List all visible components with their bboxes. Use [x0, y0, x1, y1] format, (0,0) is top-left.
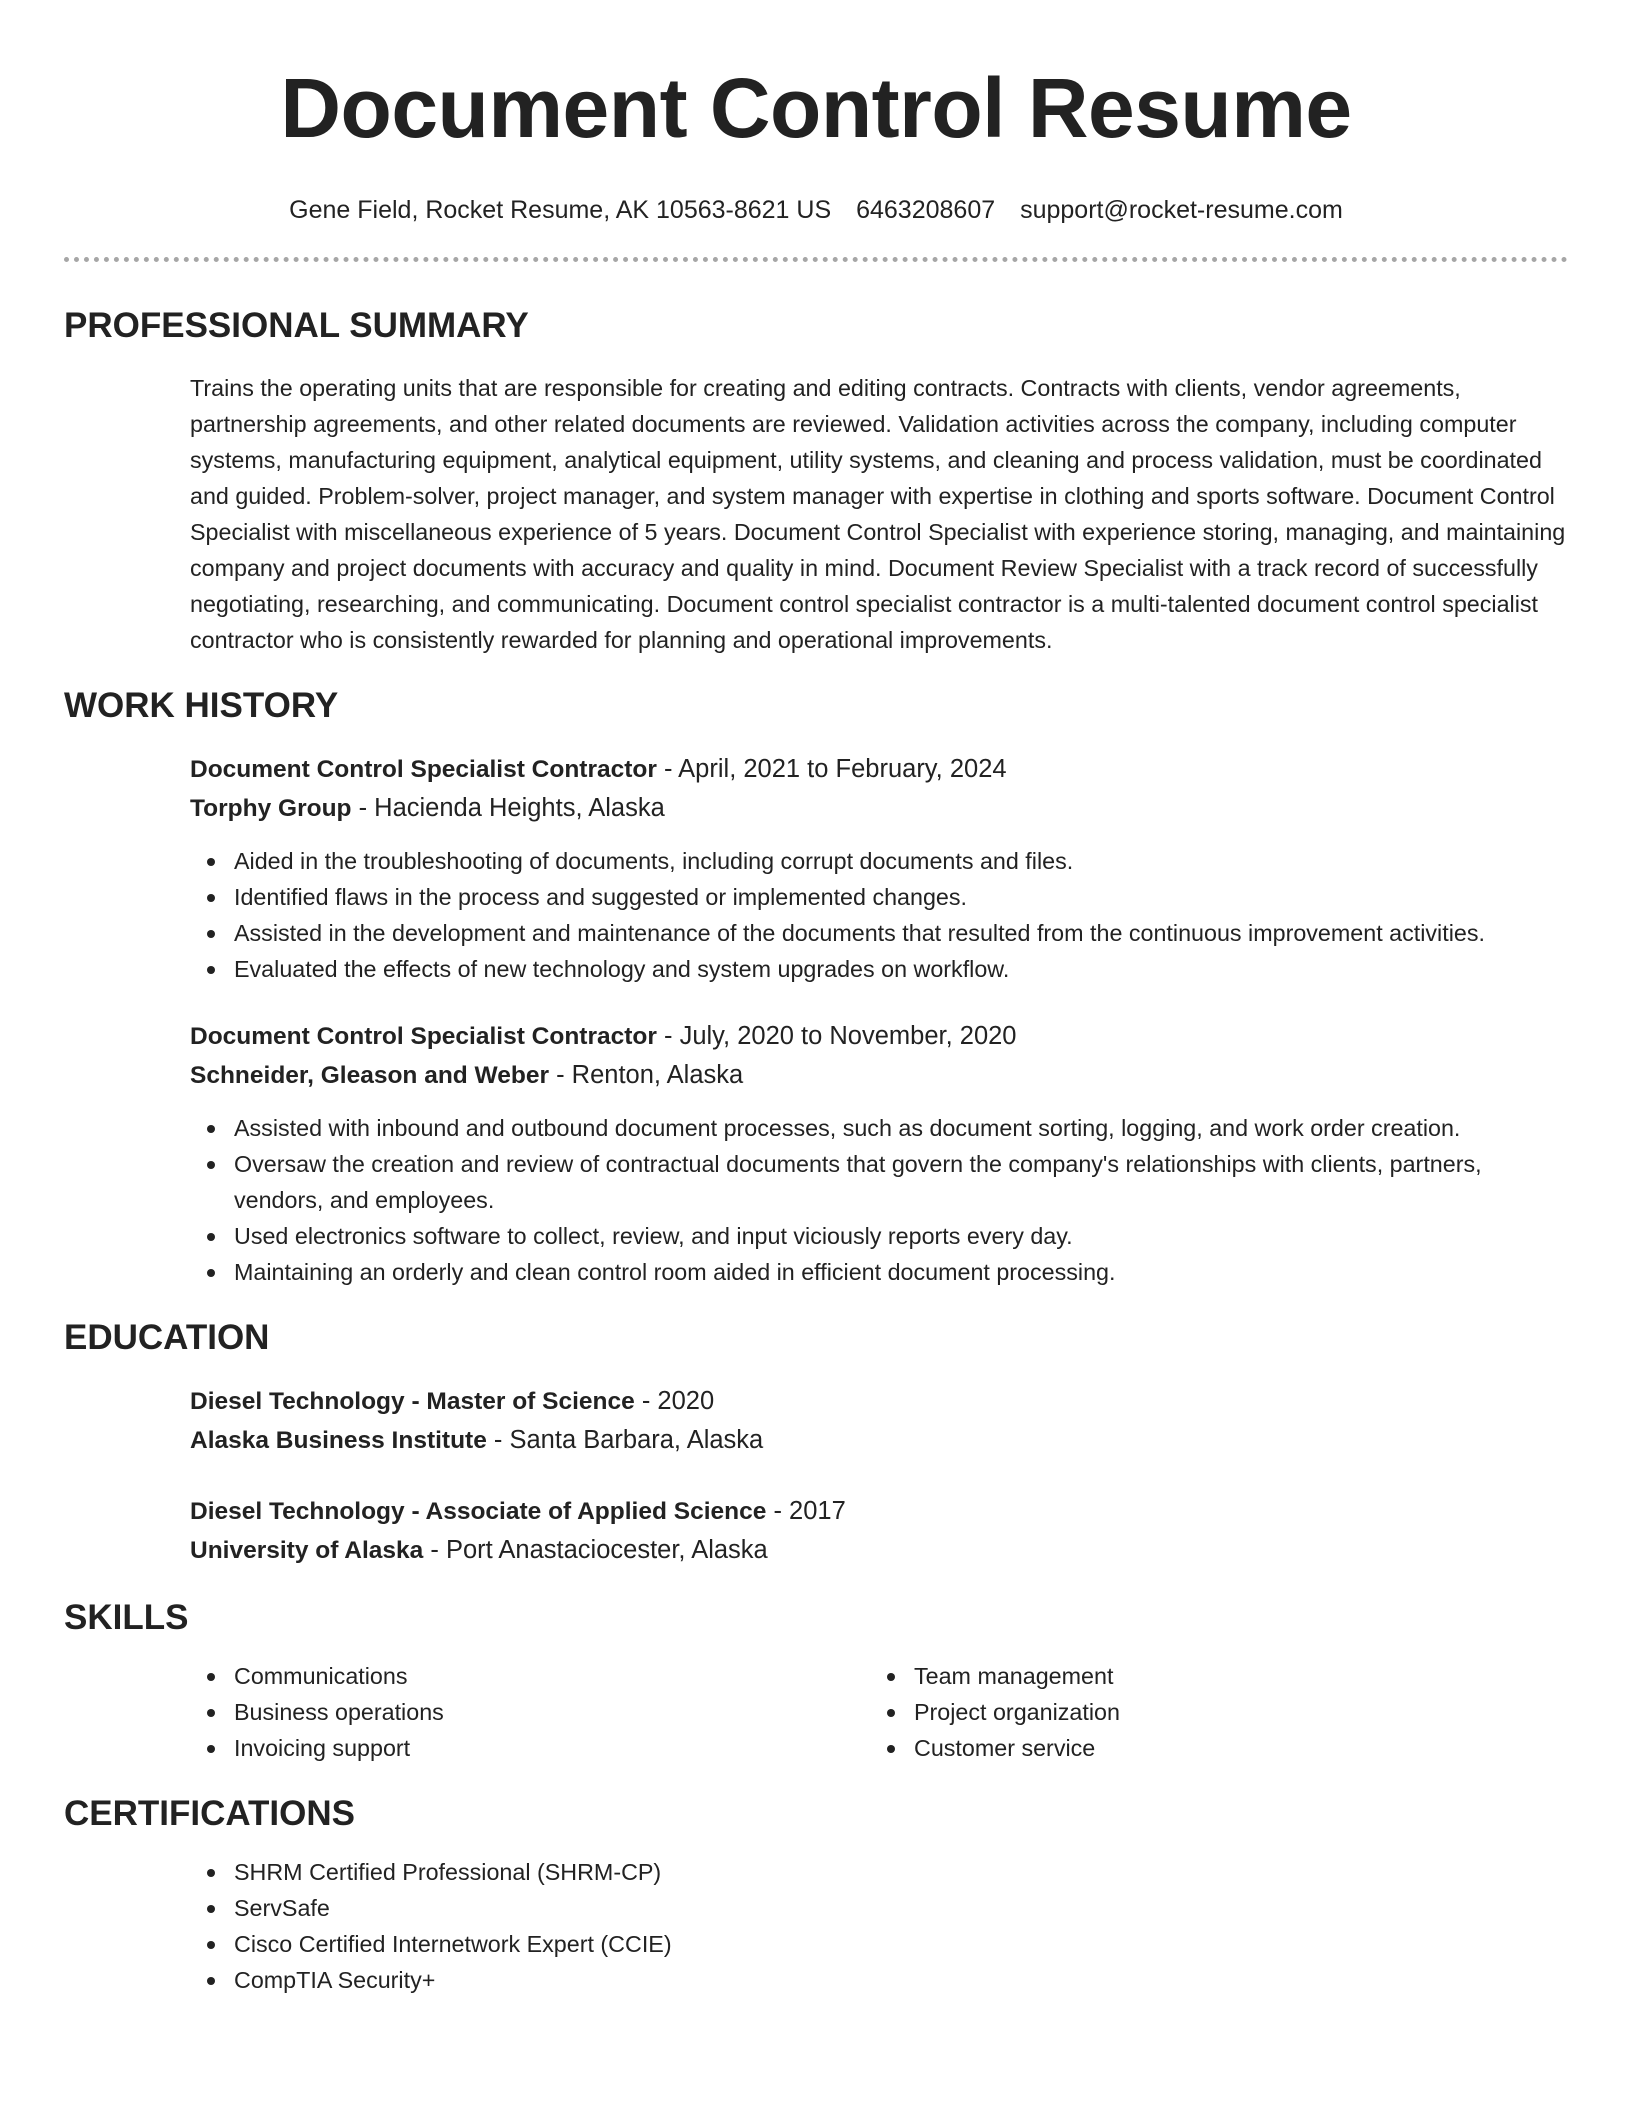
list-item: Maintaining an orderly and clean control room aided in efficient document processing.: [190, 1254, 1568, 1290]
list-item: Customer service: [870, 1730, 1550, 1766]
list-item: Communications: [190, 1658, 870, 1694]
job-dates: - April, 2021 to February, 2024: [656, 755, 1007, 783]
job-title-line: [190, 750, 1568, 789]
summary-text: Trains the operating units that are responsible for creating and editing contracts. Contracts with clients, vendor agreements, partnership agreements, and other related documents are reviewed. Validation activities across the company, including computer systems, manufacturing equipment, analytical equipment, utility systems, and cleaning and process validation, must be coordinated and guided. Problem-solver, project manager, and system manager with expertise in clothing and sports software. Document Control Specialist with miscellaneous experience of 5 years. Document Control Specialist with experience storing, managing, and maintaining company and project documents with accuracy and quality in mind. Document Review Specialist with a track record of successfully negotiating, researching, and communicating. Document control specialist contractor is a multi-talented document control specialist contractor who is consistently rewarded for planning and operational improvements.: [190, 375, 1566, 653]
education-school: Alaska Business Institute: [190, 1427, 487, 1454]
job-bullets: [190, 1110, 1568, 1290]
list-item: Used electronics software to collect, review, and input viciously reports every day.: [190, 1218, 1568, 1254]
skills-section: [64, 1596, 1568, 1766]
list-item: Invoicing support: [190, 1730, 870, 1766]
contact-email: support@rocket-resume.com: [1020, 196, 1343, 224]
page-title: Document Control Resume: [280, 61, 1352, 155]
education-year: - 2020: [634, 1387, 715, 1415]
education-section: [64, 1316, 1568, 1570]
skills-list-left: [190, 1658, 870, 1766]
list-item: CompTIA Security+: [190, 1962, 1568, 1998]
list-item: Evaluated the effects of new technology and system upgrades on workflow.: [190, 951, 1568, 987]
job-company: Schneider, Gleason and Weber: [190, 1062, 549, 1089]
job-location: - Renton, Alaska: [549, 1061, 744, 1089]
work-history-section: [64, 684, 1568, 1290]
skills-heading: SKILLS: [64, 1598, 189, 1637]
summary-heading: PROFESSIONAL SUMMARY: [64, 306, 529, 345]
list-item: Team management: [870, 1658, 1550, 1694]
job-entry: [64, 1017, 1568, 1290]
education-school-line: [190, 1421, 1568, 1460]
education-school: University of Alaska: [190, 1537, 424, 1564]
education-degree: Diesel Technology - Associate of Applied Science: [190, 1498, 767, 1525]
education-school-line: [190, 1531, 1568, 1570]
job-location: - Hacienda Heights, Alaska: [351, 794, 665, 822]
job-title: Document Control Specialist Contractor: [190, 1023, 657, 1050]
contact-address: Gene Field, Rocket Resume, AK 10563-8621 US: [289, 196, 832, 224]
list-item: SHRM Certified Professional (SHRM-CP): [190, 1854, 1568, 1890]
header-divider: [64, 257, 1568, 262]
contact-phone: 6463208607: [856, 196, 996, 224]
education-location: - Santa Barbara, Alaska: [486, 1426, 764, 1454]
education-heading: EDUCATION: [64, 1318, 270, 1357]
education-entry: [64, 1492, 1568, 1570]
list-item: Project organization: [870, 1694, 1550, 1730]
job-company: Torphy Group: [190, 795, 352, 822]
contact-line: [64, 195, 1568, 225]
job-title: Document Control Specialist Contractor: [190, 756, 657, 783]
job-entry: [64, 750, 1568, 987]
education-year: - 2017: [766, 1497, 846, 1525]
list-item: Assisted with inbound and outbound document processes, such as document sorting, logging, and work order creation.: [190, 1110, 1568, 1146]
list-item: Cisco Certified Internetwork Expert (CCIE): [190, 1926, 1568, 1962]
skills-grid: [64, 1658, 1568, 1766]
list-item: Oversaw the creation and review of contractual documents that govern the company's relationships with clients, partners, vendors, and employees.: [190, 1146, 1568, 1218]
education-degree-line: [190, 1382, 1568, 1421]
job-title-line: [190, 1017, 1568, 1056]
list-item: Identified flaws in the process and suggested or implemented changes.: [190, 879, 1568, 915]
work-history-heading: WORK HISTORY: [64, 686, 339, 725]
certifications-list: [190, 1854, 1568, 1998]
education-entry: [64, 1382, 1568, 1460]
job-dates: - July, 2020 to November, 2020: [656, 1022, 1017, 1050]
list-item: Assisted in the development and maintenance of the documents that resulted from the continuous improvement activities.: [190, 915, 1568, 951]
education-degree-line: [190, 1492, 1568, 1531]
education-location: - Port Anastaciocester, Alaska: [423, 1536, 768, 1564]
list-item: Aided in the troubleshooting of documents, including corrupt documents and files.: [190, 843, 1568, 879]
certifications-heading: CERTIFICATIONS: [64, 1794, 356, 1833]
certifications-section: [64, 1792, 1568, 1998]
job-company-line: [190, 1056, 1568, 1095]
education-degree: Diesel Technology - Master of Science: [190, 1388, 635, 1415]
skills-list-right: [870, 1658, 1550, 1766]
list-item: ServSafe: [190, 1890, 1568, 1926]
job-bullets: [190, 843, 1568, 987]
list-item: Business operations: [190, 1694, 870, 1730]
summary-section: [64, 304, 1568, 658]
job-company-line: [190, 789, 1568, 828]
